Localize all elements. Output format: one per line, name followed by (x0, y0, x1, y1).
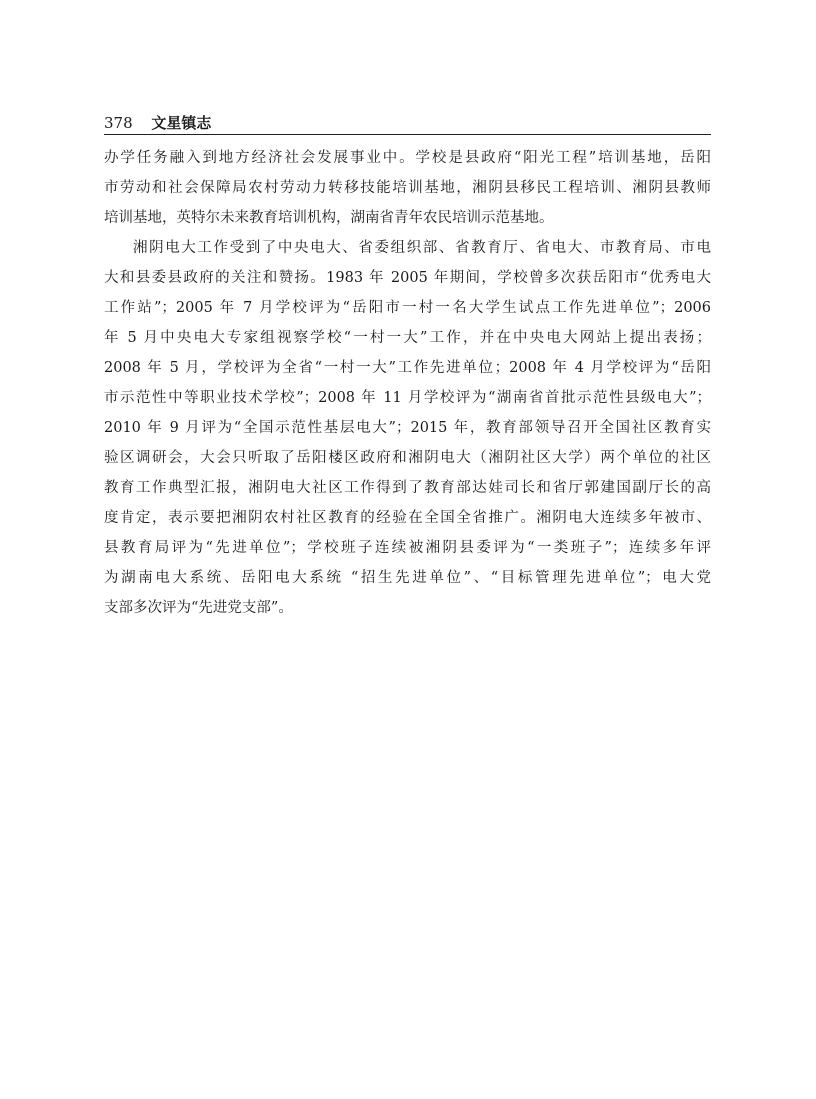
text-line: 教育工作典型汇报，湘阴电大社区工作得到了教育部达娃司长和省厅郭建国副厅长的高 (104, 480, 711, 496)
text-line: 湘阴电大工作受到了中央电大、省委组织部、省教育厅、省电大、市教育局、市电 (133, 240, 711, 256)
text-line: 年 5 月中央电大专家组视察学校“一村一大”工作，并在中央电大网站上提出表扬； (104, 330, 711, 346)
text-line: 支部多次评为“先进党支部”。 (104, 600, 293, 616)
text-line: 办学任务融入到地方经济社会发展事业中。学校是县政府“阳光工程”培训基地，岳阳 (104, 150, 711, 166)
text-line: 验区调研会，大会只听取了岳阳楼区政府和湘阴电大（湘阴社区大学）两个单位的社区 (104, 450, 711, 466)
paragraph-1 (104, 143, 711, 233)
text-line: 县教育局评为“先进单位”；学校班子连续被湘阴县委评为“一类班子”；连续多年评 (104, 540, 711, 556)
paragraph-2 (104, 233, 711, 623)
page-number: 378 (104, 114, 133, 132)
text-line: 度肯定，表示要把湘阴农村社区教育的经验在全国全省推广。湘阴电大连续多年被市、 (104, 510, 711, 526)
text-line: 培训基地，英特尔未来教育培训机构，湖南省青年农民培训示范基地。 (104, 210, 554, 226)
text-line: 2008 年 5 月，学校评为全省“一村一大”工作先进单位；2008 年 4 月学校评为“岳阳 (104, 360, 711, 376)
text-line: 2010 年 9 月评为“全国示范性基层电大”；2015 年，教育部领导召开全国社区教育实 (104, 420, 711, 436)
text-line: 工作站”；2005 年 7 月学校评为“岳阳市一村一名大学生试点工作先进单位”；2006 (104, 300, 711, 316)
text-line: 市示范性中等职业技术学校”；2008 年 11 月学校评为“湖南省首批示范性县级电大”； (104, 390, 711, 406)
book-title: 文星镇志 (151, 114, 212, 132)
running-head (104, 112, 711, 135)
body-text (104, 143, 711, 623)
text-line: 为湖南电大系统、岳阳电大系统 “招生先进单位”、“目标管理先进单位”；电大党 (104, 570, 711, 586)
text-line: 大和县委县政府的关注和赞扬。1983 年 2005 年期间，学校曾多次获岳阳市“优秀电大 (104, 270, 711, 286)
text-line: 市劳动和社会保障局农村劳动力转移技能培训基地，湘阴县移民工程培训、湘阴县教师 (104, 180, 711, 196)
